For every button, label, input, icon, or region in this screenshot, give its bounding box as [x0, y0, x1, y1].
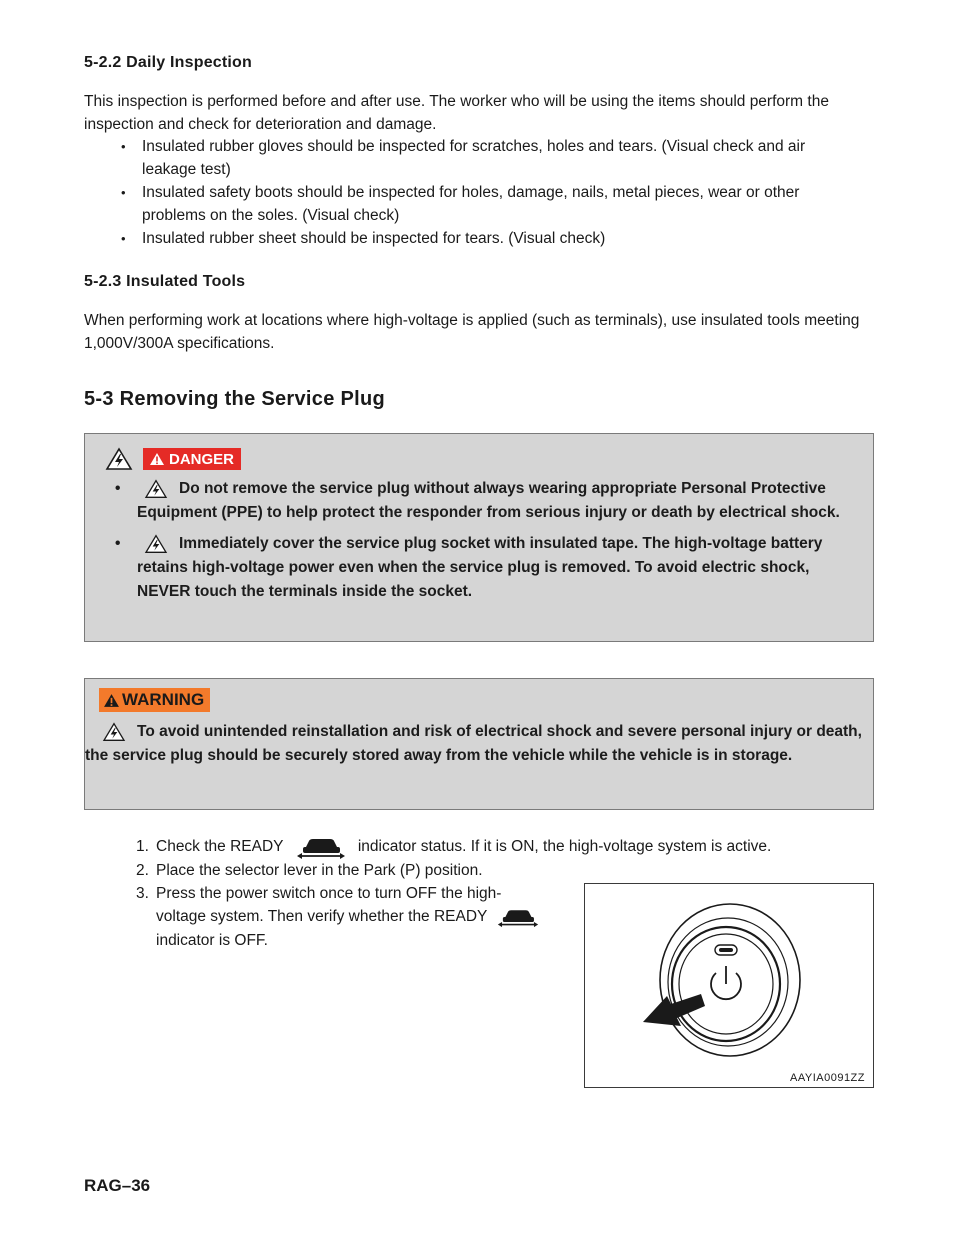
danger-badge: [143, 448, 241, 470]
step-text: indicator status. If it is ON, the high-voltage system is active.: [357, 838, 772, 856]
list-item: • Insulated rubber sheet should be inspected for tears. (Visual check): [115, 227, 855, 250]
step-number: 3.: [136, 885, 149, 902]
danger-label: DANGER: [169, 450, 235, 468]
figure-code: AAYIA0091ZZ: [790, 1072, 865, 1084]
high-voltage-warning-icon: [143, 534, 169, 554]
high-voltage-warning-icon: [101, 722, 127, 742]
insulated-tools-text: When performing work at locations where high-voltage is applied (such as terminals), use insulated tools meeting 1,000V/300A specifications.: [84, 312, 860, 352]
car-ready-indicator-icon: [497, 905, 539, 929]
danger-item: [85, 532, 865, 604]
page-number: RAG–36: [84, 1176, 151, 1195]
danger-list: [85, 477, 865, 604]
warning-box: [84, 678, 874, 810]
high-voltage-warning-icon: [143, 479, 169, 499]
daily-inspection-list: [115, 135, 855, 250]
step-number: 1.: [136, 838, 149, 855]
alert-triangle-icon: [149, 452, 165, 466]
list-item: • Insulated safety boots should be inspected for holes, damage, nails, metal pieces, wear or other problems on the soles. (Visual check): [115, 181, 855, 227]
bullet-dot: •: [115, 480, 121, 497]
section-heading-daily-inspection: 5-2.2 Daily Inspection: [84, 54, 253, 71]
danger-item-text: Immediately cover the service plug socket with insulated tape. The high-voltage battery retains high-voltage power even when the service plug is removed. To avoid electric shock, NEVER touch the terminals inside the socket.: [137, 535, 823, 600]
daily-inspection-intro: This inspection is performed before and after use. The worker who will be using the items should perform the inspection and check for deterioration and damage.: [84, 93, 829, 133]
step-text: Check the READY: [156, 838, 284, 856]
danger-item-text: Do not remove the service plug without always wearing appropriate Personal Protective Equipment (PPE) to help protect the responder from serious injury or death by electrical shock.: [137, 480, 840, 521]
warning-header: [99, 688, 210, 713]
warning-badge: [99, 688, 210, 712]
warning-label: WARNING: [122, 690, 205, 709]
car-ready-indicator-icon: [296, 835, 346, 859]
section-heading-removing-service-plug: 5-3 Removing the Service Plug: [84, 388, 386, 410]
alert-triangle-icon: [103, 693, 120, 708]
high-voltage-warning-icon: [105, 447, 133, 471]
step-text: indicator is OFF.: [156, 932, 268, 949]
list-item: • Insulated rubber gloves should be inspected for scratches, holes and tears. (Visual check and air leakage test): [115, 135, 855, 181]
warning-text-block: [85, 720, 870, 768]
danger-item: [85, 477, 865, 525]
danger-header: [105, 447, 241, 471]
step-item: [110, 835, 830, 859]
bullet-dot: •: [115, 535, 121, 552]
step-number: 2.: [136, 862, 149, 879]
step-item: [110, 859, 830, 882]
warning-text: To avoid unintended reinstallation and risk of electrical shock and severe personal injury or death, the service plug should be securely stored away from the vehicle while the vehicle is in storage.: [85, 723, 862, 764]
step-text: voltage system. Then verify whether the READY: [156, 908, 488, 926]
section-heading-insulated-tools: 5-2.3 Insulated Tools: [84, 273, 246, 290]
power-switch-illustration: [585, 884, 873, 1087]
power-switch-figure: [584, 883, 874, 1088]
danger-box: [84, 433, 874, 642]
step-text: Press the power switch once to turn OFF the high-: [156, 885, 502, 902]
step-text: Place the selector lever in the Park (P) position.: [156, 862, 483, 879]
